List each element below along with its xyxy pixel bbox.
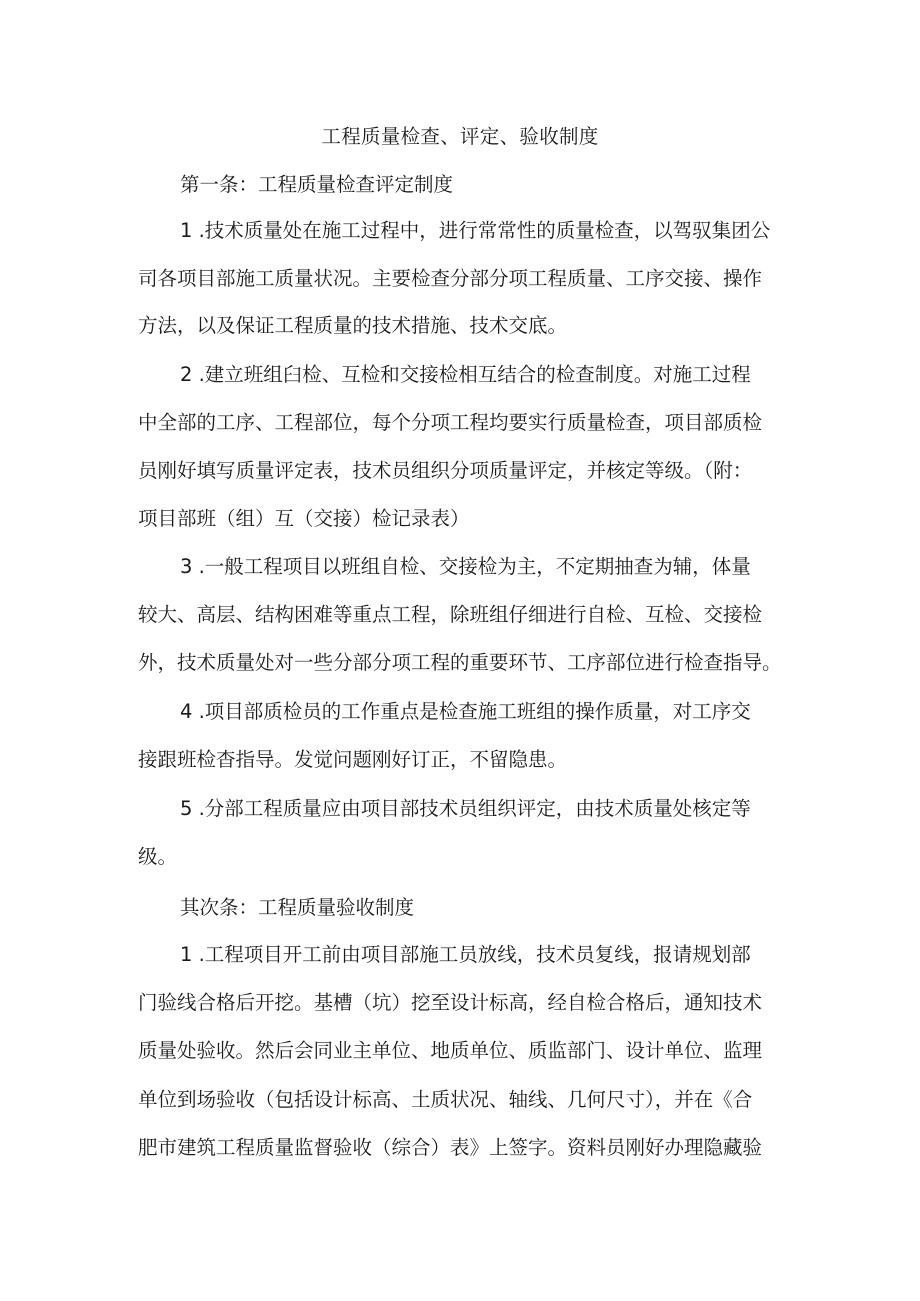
paragraph-line: 单位到场验收（包括设计标高、土质状况、轴线、几何尺寸），并在《合 bbox=[138, 1088, 753, 1111]
paragraph-line: 质量处验收。然后会同业主单位、地质单位、质监部门、设计单位、监理 bbox=[138, 1039, 763, 1062]
paragraph-line: 外，技术质量处对一些分部分项工程的重要环节、工序部位进行检查指导。 bbox=[138, 651, 782, 674]
paragraph-line: 3 .一般工程项目以班组自检、交接检为主，不定期抽查为辅，体量 bbox=[180, 555, 751, 578]
paragraph-line: 级。 bbox=[138, 845, 178, 868]
paragraph-line: 员刚好填写质量评定表，技术员组织分项质量评定，并核定等级。（附： bbox=[138, 459, 753, 482]
paragraph-line: 2 .建立班组臼检、互检和交接检相互结合的检查制度。对施工过程 bbox=[180, 363, 751, 386]
paragraph-line: 1 .技术质量处在施工过程中，进行常常性的质量检查，以驾驭集团公 bbox=[180, 219, 771, 242]
section-2-heading: 其次条：工程质量验收制度 bbox=[180, 896, 415, 919]
paragraph-line: 较大、高层、结构困难等重点工程，除班组仔细进行自检、互检、交接检 bbox=[138, 603, 763, 626]
document-title: 工程质量检查、评定、验收制度 bbox=[321, 125, 599, 148]
section-1-heading: 第一条：工程质量检查评定制度 bbox=[180, 173, 454, 196]
paragraph-line: 方法，以及保证工程质量的技术措施、技术交底。 bbox=[138, 314, 568, 337]
paragraph-line: 门验线合格后开挖。基槽（坑）挖至设计标高，经自检合格后，通知技术 bbox=[138, 991, 763, 1014]
paragraph-line: 5 .分部工程质量应由项目部技术员组织评定，由技术质量处核定等 bbox=[180, 797, 751, 820]
paragraph-line: 中全部的工序、工程部位，每个分项工程均要实行质量检查，项目部质检 bbox=[138, 411, 763, 434]
paragraph-line: 肥市建筑工程质量监督验收（综合）表》上签字。资料员刚好办理隐藏验 bbox=[138, 1136, 763, 1159]
paragraph-line: 司各项目部施工质量状况。主要检查分部分项工程质量、工序交接、操作 bbox=[138, 267, 763, 290]
paragraph-line: 接跟班检杳指导。发觉问题刚好订正，不留隐患。 bbox=[138, 748, 568, 771]
paragraph-line: 1 .工程项目开工前由项目部施工员放线，技术员复线，报请规划部 bbox=[180, 943, 751, 966]
paragraph-line: 项目部班（组）互（交接）检记录表） bbox=[138, 507, 470, 530]
paragraph-line: 4 .项目部质检员的工作重点是检查施工班组的操作质量，对工序交 bbox=[180, 700, 751, 723]
